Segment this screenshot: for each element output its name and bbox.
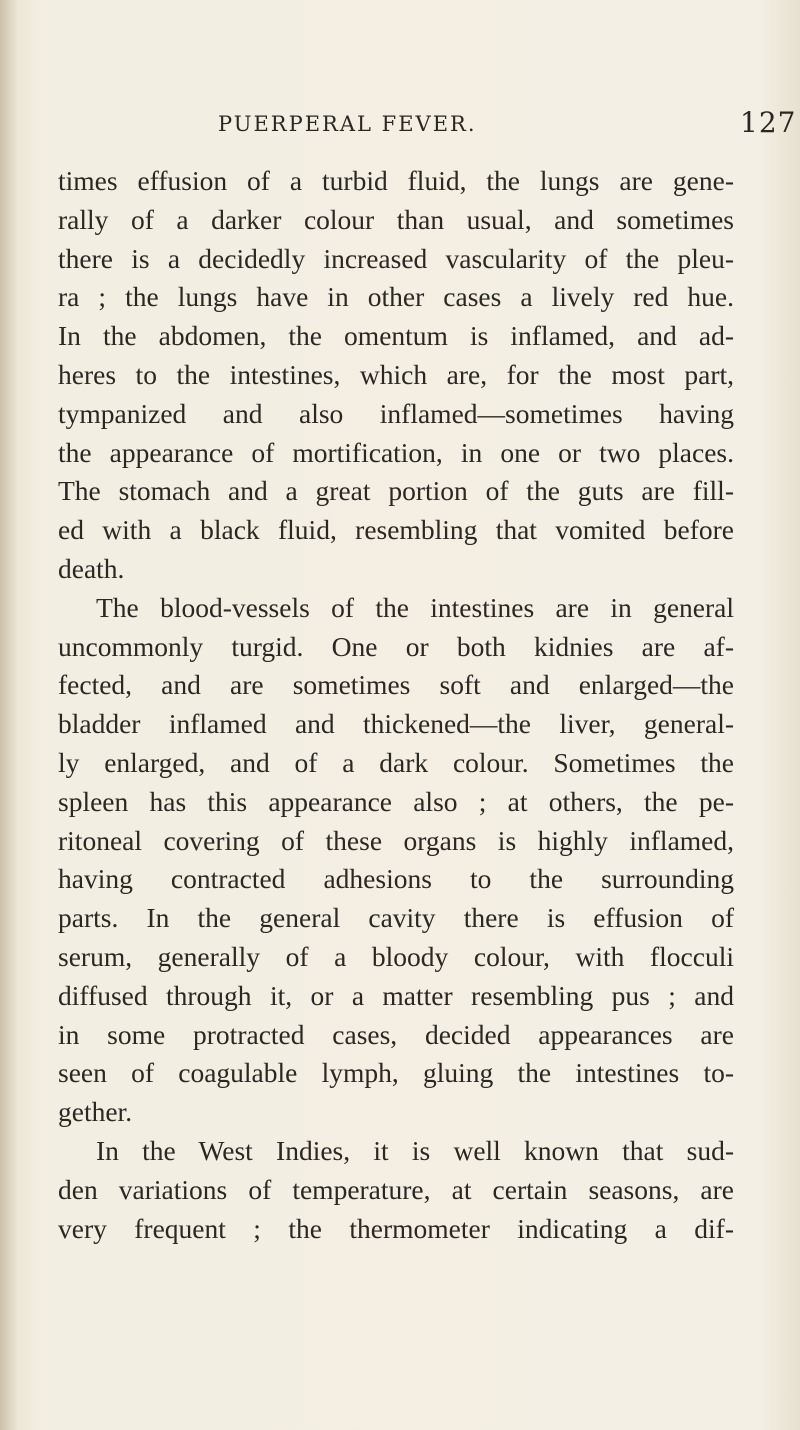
text-line: times effusion of a turbid fluid, the lungs are gene- (58, 165, 734, 196)
running-head: PUERPERAL FEVER. (218, 112, 477, 136)
text-line: ra ; the lungs have in other cases a lively red hue. (58, 281, 734, 313)
text-line: parts. In the general cavity there is effusion of (58, 902, 734, 934)
text-line: tympanized and also inflamed—sometimes having (58, 397, 734, 429)
text-line: death. (58, 552, 125, 584)
text-line: den variations of temperature, at certain seasons, are (58, 1173, 734, 1205)
text-line: there is a decidedly increased vascularity of the pleu- (58, 242, 734, 274)
text-line: The blood-vessels of the intestines are in general (96, 591, 734, 623)
text-line: fected, and are sometimes soft and enlarged—the (58, 669, 734, 701)
text-line: uncommonly turgid. One or both kidnies are af- (58, 630, 734, 662)
text-line: the appearance of mortification, in one or two places. (58, 436, 734, 468)
text-line: seen of coagulable lymph, gluing the intestines to- (58, 1057, 734, 1089)
text-line: heres to the intestines, which are, for the most part, (58, 358, 734, 390)
text-line: The stomach and a great portion of the guts are fill- (58, 475, 734, 507)
text-line: diffused through it, or a matter resembling pus ; and (58, 979, 734, 1011)
text-line: ed with a black fluid, resembling that vomited before (58, 514, 734, 546)
text-line: serum, generally of a bloody colour, with flocculi (58, 940, 734, 972)
page-number: 127 (740, 106, 797, 139)
text-line: very frequent ; the thermometer indicating a dif- (58, 1212, 734, 1244)
text-line: ritoneal covering of these organs is highly inflamed, (58, 824, 734, 856)
text-line: rally of a darker colour than usual, and sometimes (58, 203, 734, 235)
page-header (0, 104, 800, 144)
body-text (58, 162, 734, 1248)
text-line: bladder inflamed and thickened—the liver, general- (58, 708, 734, 740)
text-line: spleen has this appearance also ; at others, the pe- (58, 785, 734, 817)
text-line: having contracted adhesions to the surrounding (58, 863, 734, 895)
text-line: gether. (58, 1096, 133, 1128)
text-line: in some protracted cases, decided appearances are (58, 1018, 734, 1050)
text-line: In the abdomen, the omentum is inflamed, and ad- (58, 320, 734, 352)
page-gutter-shadow (0, 0, 18, 1430)
text-line: ly enlarged, and of a dark colour. Sometimes the (58, 746, 734, 778)
text-line: In the West Indies, it is well known that sud- (96, 1134, 734, 1166)
